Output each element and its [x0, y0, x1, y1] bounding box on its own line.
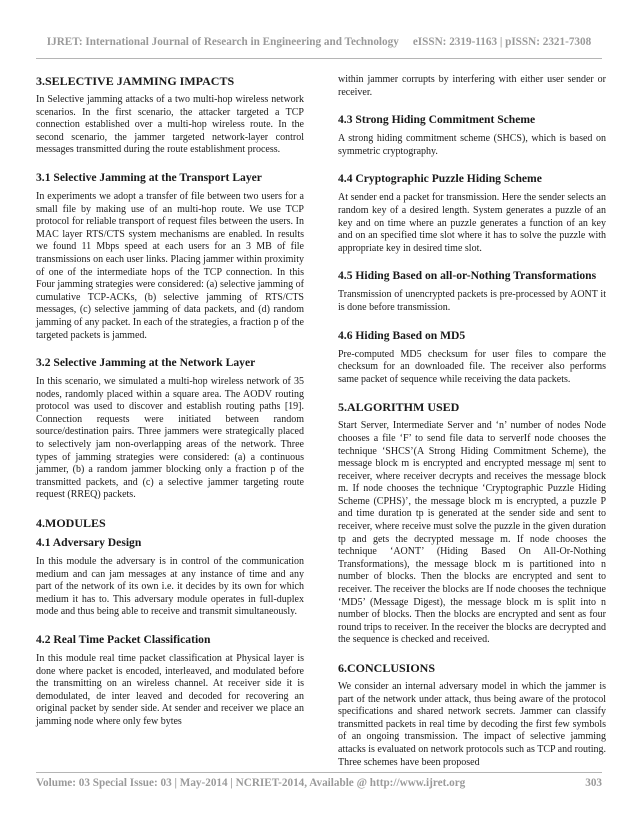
- header-rule: [36, 58, 602, 59]
- section-4-5-body: Transmission of unencrypted packets is pre-processed by AONT it is done before transmission.: [338, 289, 606, 313]
- left-column: [36, 74, 304, 743]
- running-header: [0, 36, 638, 48]
- journal-title: IJRET: International Journal of Research in Engineering and Technology: [46, 36, 399, 48]
- section-4-heading: 4.MODULES: [36, 516, 106, 531]
- issn-line: eISSN: 2319-1163 | pISSN: 2321-7308: [412, 36, 592, 48]
- section-4-4-heading: 4.4 Cryptographic Puzzle Hiding Scheme: [338, 172, 542, 186]
- section-3-heading: 3.SELECTIVE JAMMING IMPACTS: [36, 74, 235, 88]
- section-4-3-heading: 4.3 Strong Hiding Commitment Scheme: [338, 113, 536, 127]
- volume-info: Volume: 03 Special Issue: 03 | May-2014 | NCRIET-2014, Available @ http://www.ijret.org: [36, 777, 466, 789]
- footer-rule: [36, 772, 602, 773]
- section-3-2-body: In this scenario, we simulated a multi-hop wireless network of 35 nodes, randomly placed within a square area. The AODV routing protocol was used to discover and establish routing paths [19]. Connection requests were initiated between random source/destination pairs. Three jammers were strategically placed to selectively jam non-overlapping areas of the network. Three types of jamming strategies were considered: (a) a continuous jammer, (b) a random jammer blocking only a fraction p of the transmitted packets, and (c) a selective jammer targeting route request (RREQ) packets.: [36, 376, 304, 501]
- section-5-body: Start Server, Intermediate Server and ‘n’ number of nodes Node chooses a file ‘F’ to send file data to serverIf node chooses the technique ‘SHCS’(A Strong Hiding Commitment Scheme), the message block m is encrypted and encrypted message m| sent to receiver, where receiver decrypts and receives the message block m. If node chooses the technique ‘Cryptographic Puzzle Hiding Scheme (CPHS)’, the message block m is encrypted, a puzzle P and time duration tp is generated at the sender side and sent to receiver, where receive must solve the puzzle in the given duration tp and gets the decrypted message m. If node chooses the technique ‘AONT’ (Hiding Based On All-Or-Nothing Transformations), the message block m is partitioned into n number of blocks. Then the blocks are encrypted and sent to receiver. The receiver the blocks are If node chooses the technique ‘MD5’ (Message Digest), the message block m is split into n number of blocks. Then the blocks are encrypted and sent as four round trips to receiver. In the receiver the blocks are decrypted and the sequence is checked and received.: [338, 420, 606, 646]
- page-number: 303: [585, 777, 602, 789]
- continued-paragraph: within jammer corrupts by interfering with either user sender or receiver.: [338, 74, 606, 98]
- section-3-1-heading: 3.1 Selective Jamming at the Transport Layer: [36, 170, 262, 184]
- section-4-2-heading: 4.2 Real Time Packet Classification: [36, 633, 211, 646]
- section-3-2-heading: 3.2 Selective Jamming at the Network Layer: [36, 356, 256, 370]
- right-column: [338, 74, 606, 783]
- running-footer: [36, 777, 602, 789]
- section-4-2-body: In this module real time packet classification at Physical layer is done where packet is encoded, interleaved, and modulated before the transmitting on an wireless channel. At receiver side it is demodulated, de inter leaved and decoded for recovering an original packet by sender side. At sender and receiver we place an jamming node where only few bytes: [36, 653, 304, 727]
- section-6-heading: 6.CONCLUSIONS: [338, 661, 436, 675]
- section-4-1-heading: 4.1 Adversary Design: [36, 536, 142, 550]
- section-3-1-body: In experiments we adopt a transfer of file between two users for a small file by making use of an multi-hop route. We use TCP protocol for reliable transport of request files between the users. In MAC layer RTS/CTS system mechanisms are enabled. In results we found 11 Mbps speed at each users for an 3 MB of file transmissions on each user links. Placing jammer within proximity of one of the intermediate hops of the TCP connection. In this Four jamming strategies were considered: (a) selective jamming of cumulative TCP-ACKs, (b) selective jamming of RTS/CTS messages, (c) selective jamming of data packets, and (d) random jamming of any packet. In each of the strategies, a fraction p of the targeted packets is jammed.: [36, 190, 304, 341]
- section-4-4-body: At sender end a packet for transmission. Here the sender selects an random key of a desired length. System generates a puzzle of an key and on time where an puzzle generates a function of an key and on an specified time slot where it has to solve the puzzle with appropriate key in desired time slot.: [338, 192, 606, 254]
- section-4-3-body: A strong hiding commitment scheme (SHCS), which is based on symmetric cryptography.: [338, 133, 606, 157]
- section-6-body: We consider an internal adversary model in which the jammer is part of the network under attack, thus being aware of the protocol specifications and shared network secrets. Jammer can classify transmitted packets in real time by decoding the first few symbols of an ongoing transmission. The impact of selective jamming attacks is evaluated on network protocols such as TCP and routing. Three schemes have been proposed: [338, 681, 607, 768]
- section-4-5-heading: 4.5 Hiding Based on all-or-Nothing Transformations: [338, 269, 597, 283]
- section-3-body: In Selective jamming attacks of a two multi-hop wireless network scenarios. In the first scenario, the attacker targeted a TCP connection established over a multi-hop wireless route. In the second scenario, the jammer targeted network-layer control messages transmitted during the route establishment process.: [36, 94, 304, 156]
- section-4-6-heading: 4.6 Hiding Based on MD5: [338, 328, 466, 342]
- section-5-heading: 5.ALGORITHM USED: [338, 400, 460, 415]
- section-4-6-body: Pre-computed MD5 checksum for user files to compare the checksum for an downloaded file. The receiver also performs same packet of sequence while receiving the data packets.: [338, 348, 606, 385]
- section-4-1-body: In this module the adversary is in control of the communication medium and can jam messages at any instance of time and any part of the network of its own i.e. it decides by its own for which medium it has to. This adversary module operates in full-duplex mode and thus being able to receive and transmit simultaneously.: [36, 556, 304, 618]
